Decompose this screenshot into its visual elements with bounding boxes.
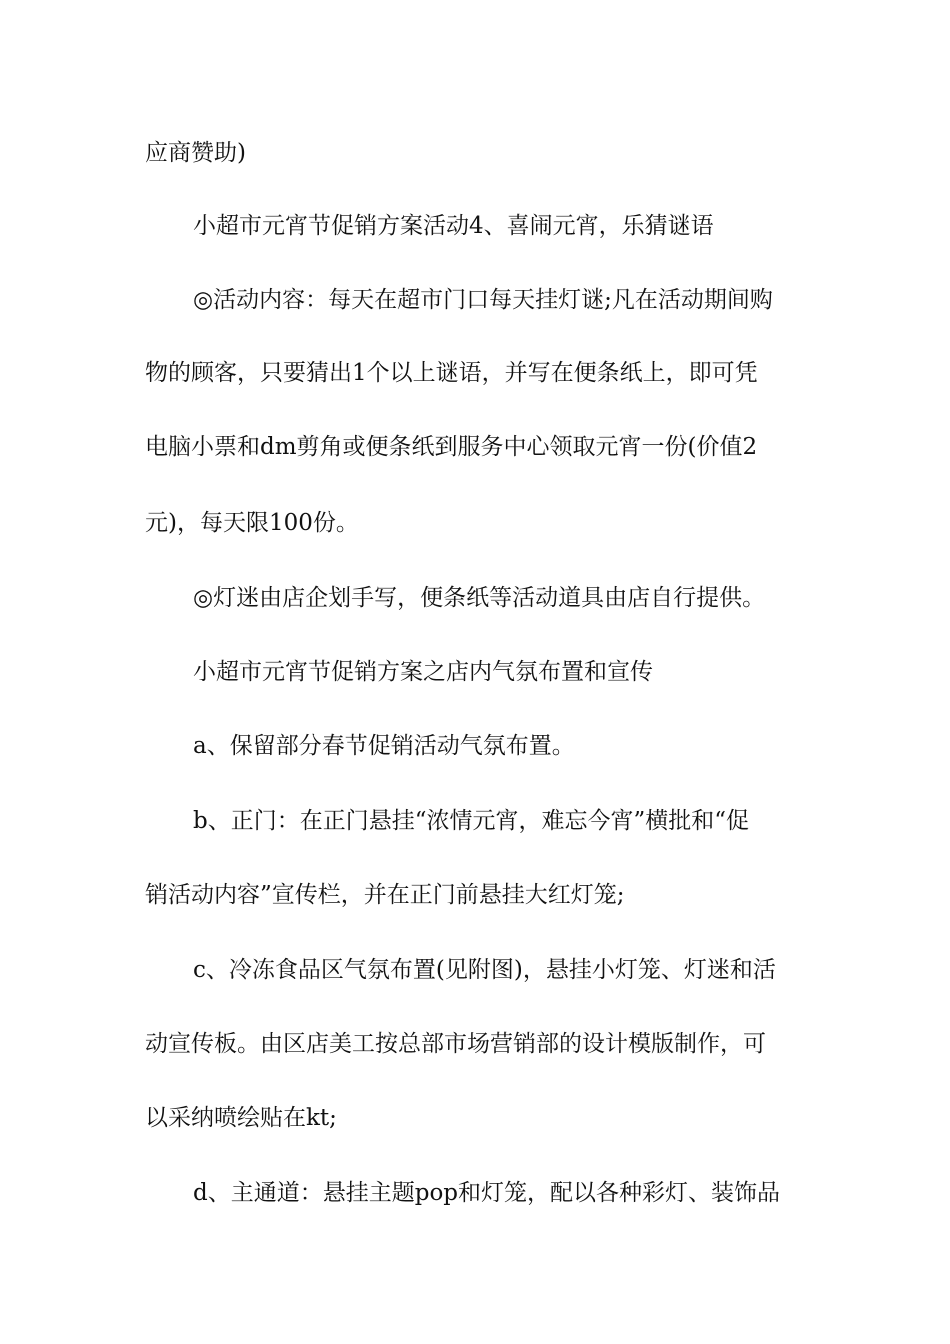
section-heading-store-atmosphere: 小超市元宵节促销方案之店内气氛布置和宣传 xyxy=(193,659,653,685)
list-item-a: a、保留部分春节促销活动气氛布置。 xyxy=(193,733,575,759)
list-item-c-line-2: 动宣传板。由区店美工按总部市场营销部的设计模版制作，可 xyxy=(145,1031,766,1057)
list-item-b-line-1: b、正门：在正门悬挂“浓情元宵，难忘今宵”横批和“促 xyxy=(193,808,749,834)
paragraph-activity-content-line-3: 电脑小票和dm剪角或便条纸到服务中心领取元宵一份(价值2 xyxy=(145,434,758,460)
section-heading-activity-4: 小超市元宵节促销方案活动4、喜闹元宵，乐猜谜语 xyxy=(193,213,714,239)
text-line-continuation: 应商赞助) xyxy=(145,140,246,166)
list-item-d-line-1: d、主通道：悬挂主题pop和灯笼，配以各种彩灯、装饰品 xyxy=(193,1180,781,1206)
paragraph-activity-content-line-1: ◎活动内容：每天在超市门口每天挂灯谜;凡在活动期间购 xyxy=(193,287,773,313)
list-item-b-line-2: 销活动内容”宣传栏，并在正门前悬挂大红灯笼; xyxy=(145,882,625,908)
paragraph-riddle-note: ◎灯迷由店企划手写，便条纸等活动道具由店自行提供。 xyxy=(193,585,766,611)
list-item-c-line-1: c、冷冻食品区气氛布置(见附图)，悬挂小灯笼、灯迷和活 xyxy=(193,957,776,983)
paragraph-activity-content-line-4: 元)，每天限100份。 xyxy=(145,510,359,536)
paragraph-activity-content-line-2: 物的顾客，只要猜出1个以上谜语，并写在便条纸上，即可凭 xyxy=(145,360,758,386)
list-item-c-line-3: 以采纳喷绘贴在kt; xyxy=(145,1105,337,1131)
